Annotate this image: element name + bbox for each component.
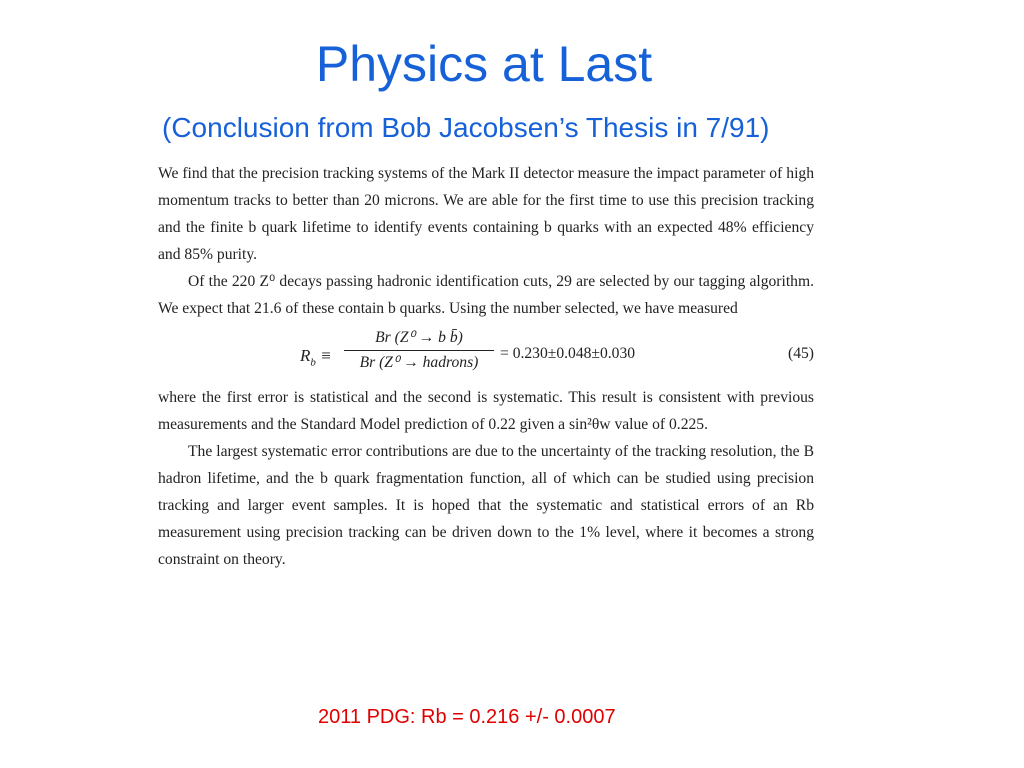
equation-fraction: [340, 326, 498, 375]
excerpt-paragraph-2: Of the 220 Z⁰ decays passing hadronic identification cuts, 29 are selected by our tagging algorithm. We expect that 21.6 of these contain b quarks. Using the number selected, we have measured: [158, 273, 814, 317]
excerpt-paragraph-4: The largest systematic error contributions are due to the uncertainty of the tracking resolution, the B hadron lifetime, and the b quark fragmentation function, all of which can be studied using precision tracking and larger event samples. It is hoped that the systematic and statistical errors of an Rb measurement using precision tracking can be driven down to the 1% level, where it becomes a strong constraint on theory.: [158, 443, 814, 568]
equation-result: = 0.230±0.048±0.030: [500, 345, 636, 362]
excerpt-paragraph-1: We find that the precision tracking systems of the Mark II detector measure the impact parameter of high momentum tracks to better than 20 microns. We are able for the first time to use this precision tracking and the finite b quark lifetime to identify events containing b quarks with an expected 48% efficiency and 85% purity.: [158, 165, 814, 263]
equation-numerator: Br (Z⁰ → b b̄): [375, 329, 463, 346]
slide-title: Physics at Last: [315, 36, 653, 92]
rb-equation: [158, 322, 814, 384]
excerpt-paragraph-3: where the first error is statistical and the second is systematic. This result is consistent with previous measurements and the Standard Model prediction of 0.22 given a sin²θw value of 0.225.: [158, 389, 814, 433]
equation-denominator: Br (Z⁰ → hadrons): [359, 354, 479, 371]
equation-number: (45): [788, 345, 814, 362]
pdg-footnote: 2011 PDG: Rb = 0.216 +/- 0.0007: [318, 706, 616, 728]
slide-subtitle: (Conclusion from Bob Jacobsen’s Thesis in 7/91): [162, 112, 770, 143]
thesis-excerpt: [158, 160, 814, 573]
equation-lhs: $R_b$ ≡: [300, 346, 332, 369]
